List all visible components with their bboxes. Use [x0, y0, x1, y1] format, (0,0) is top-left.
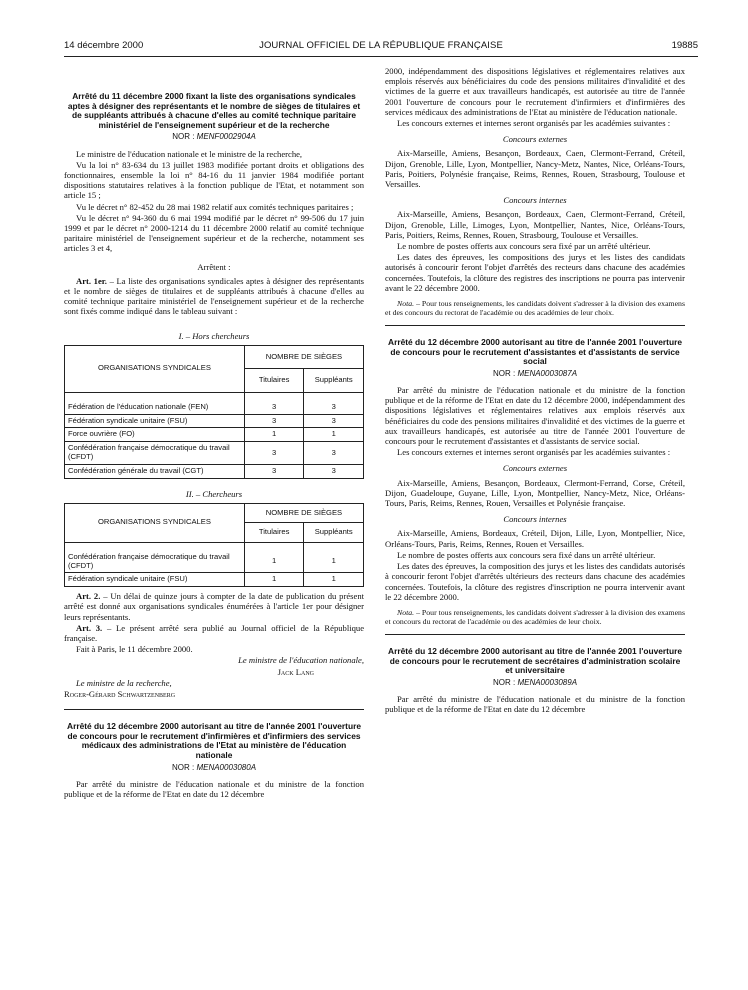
fait-a-paris: Fait à Paris, le 11 décembre 2000.: [76, 644, 193, 655]
subheading: Concours internes: [503, 514, 567, 525]
paragraph: Les dates des épreuves, les compositions des jurys et les listes des candidats autorisés à concourir feront l'objet d'arrêtés des recteurs dans chacune des académies concernées. Toutefois, la clôture des registres des inscriptions ne pourra pas intervenir avant le 22 décembre 2000.: [385, 252, 685, 293]
org-name-cell: Confédération française démocratique du travail (CFDT): [65, 442, 245, 465]
article-3: Art. 3. – Le présent arrêté sera publié au Journal officiel de la République française.: [64, 622, 365, 644]
header-page-number: 19885: [671, 40, 698, 51]
org-name-cell: Confédération générale du travail (CGT): [65, 464, 245, 478]
header-journal-title: JOURNAL OFFICIEL DE LA RÉPUBLIQUE FRANÇAISE: [259, 40, 503, 51]
suppleants-cell: 1: [304, 573, 364, 587]
decree-nor: NOR : MENF0002904A: [172, 132, 256, 142]
col-header-seats: NOMBRE DE SIÈGES: [244, 503, 363, 523]
paragraph: Les dates des épreuves, la composition des jurys et les listes des candidats autorisés à concourir feront l'objet d'arrêtés ultérieurs des recteurs dans chacune des académies concernées. Toutefois, la clôture des registres d'inscription ne pourra intervenir avant le 22 décembre 2000.: [385, 561, 685, 602]
decree-nor: NOR : MENA0003080A: [171, 762, 257, 772]
table-row: [65, 573, 364, 587]
paragraph: Par arrêté du ministre de l'éducation nationale et du ministre de la fonction publique et de la réforme de l'Etat en date du 12 décembre 2000, indépendamment des dispositions législatives et réglementaires relatives aux emplois réservés aux bénéficiaires du code des pensions militaires d'invalidité et des victimes de la guerre et aux travailleurs handicapés, est autorisée au titre de l'année 2001 l'ouverture de concours pour le recrutement d'assistantes et d'assistants de service social.: [385, 385, 685, 447]
table-hors-chercheurs: [64, 345, 364, 479]
paragraph: Le ministre de l'éducation nationale et le ministre de la recherche,: [76, 148, 303, 159]
academy-list: Aix-Marseille, Amiens, Besançon, Bordeaux, Caen, Clermont-Ferrand, Créteil, Dijon, Grenoble, Lille, Lyon, Montpellier, Nancy-Metz, Nantes, Nice, Orléans-Tours, Paris, Poitiers, Polynésie française, Reims, Rennes, Rouen, Strasbourg, Toulouse et Versailles.: [385, 148, 685, 190]
org-name-cell: Force ouvrière (FO): [65, 428, 245, 442]
table-row: [65, 414, 364, 428]
table-row: [65, 464, 364, 478]
col-header-titulaires: Titulaires: [244, 369, 304, 393]
academy-list: Aix-Marseille, Amiens, Besançon, Bordeaux, Clermont-Ferrand, Corse, Créteil, Dijon, Guadeloupe, Guyane, Lille, Lyon, Montpellier, Nancy-Metz, Nice, Orléans-Tours, Paris, Reims, Rennes, Rouen, Versailles et Polynésie française.: [385, 477, 685, 509]
academy-list: Aix-Marseille, Amiens, Bordeaux, Créteil, Dijon, Lille, Lyon, Montpellier, Nice, Orléans-Tours, Paris, Reims, Rennes, Rouen et Versailles.: [385, 528, 685, 549]
suppleants-cell: 3: [304, 414, 364, 428]
signature-role: Le ministre de l'éducation nationale,: [238, 655, 364, 666]
titulaires-cell: 3: [244, 414, 304, 428]
decree-nor: NOR : MENA0003089A: [492, 677, 578, 687]
section-divider: [385, 634, 685, 635]
table1-title: I. – Hors chercheurs: [178, 330, 250, 341]
signature-role: Le ministre de la recherche,: [76, 677, 172, 688]
titulaires-cell: 1: [244, 542, 304, 573]
nota: Nota. – Pour tous renseignements, les candidats doivent s'adresser à la division des examens et concours du rectorat de l'académie ou des académies de leur choix.: [385, 607, 685, 626]
paragraph: 2000, indépendamment des dispositions législatives et réglementaires relatives aux emplois réservés aux bénéficiaires du code des pensions militaires d'invalidité et des victimes de la guerre et aux travailleurs handicapés, est autorisée au titre de l'année 2001 l'ouverture de concours pour le recrutement d'infirmiers et d'infirmières des services médicaux des administrations de l'Etat au ministère de l'éducation nationale.: [385, 66, 685, 117]
table-row: [65, 428, 364, 442]
col-header-suppleants: Suppléants: [304, 369, 364, 393]
org-name-cell: Fédération syndicale unitaire (FSU): [65, 414, 245, 428]
decree-title: Arrêté du 12 décembre 2000 autorisant au titre de l'année 2001 l'ouverture de concours pour le recrutement d'assistantes et d'assistants de service social: [388, 337, 682, 367]
header-date: 14 décembre 2000: [64, 40, 144, 51]
titulaires-cell: 3: [244, 392, 304, 414]
col-header-org: ORGANISATIONS SYNDICALES: [65, 345, 245, 392]
subheading: Concours internes: [503, 195, 567, 206]
signature-name: Jack Lang: [277, 666, 314, 677]
table-chercheurs: [64, 503, 364, 587]
table2-title: II. – Chercheurs: [185, 488, 243, 499]
academy-list: Aix-Marseille, Amiens, Besançon, Bordeaux, Caen, Clermont-Ferrand, Créteil, Dijon, Grenoble, Lille, Limoges, Lyon, Montpellier, Nantes, Nice, Orléans-Tours, Paris, Poitiers, Reims, Rennes, Rouen, Strasbourg, Toulouse et Versailles.: [385, 209, 685, 240]
org-name-cell: Confédération française démocratique du travail (CFDT): [65, 542, 245, 573]
section-divider: [385, 325, 685, 326]
left-column: [64, 66, 364, 800]
paragraph: Vu la loi n° 83-634 du 13 juillet 1983 modifiée portant droits et obligations des fonctionnaires, ensemble la loi n° 84-16 du 11 janvier 1984 modifiée portant dispositions statutaires relatives à la fonction publique de l'Etat, et notamment son article 15 ;: [64, 159, 364, 201]
col-header-seats: NOMBRE DE SIÈGES: [244, 345, 363, 369]
nota: Nota. – Pour tous renseignements, les candidats doivent s'adresser à la division des examens et des concours du rectorat de l'académie ou des académies de leur choix.: [385, 299, 685, 318]
decree-nor: NOR : MENA0003087A: [492, 368, 578, 378]
col-header-suppleants: Suppléants: [304, 523, 364, 543]
table-row: [65, 442, 364, 465]
paragraph: Le nombre de postes offerts aux concours sera fixé par un arrêté ultérieur.: [397, 241, 651, 252]
col-header-org: ORGANISATIONS SYNDICALES: [65, 503, 245, 542]
paragraph: Vu le décret n° 94-360 du 6 mai 1994 modifié par le décret n° 99-506 du 17 juin 1999 et par le décret n° 2000-1214 du 11 décembre 2000 relatif au comité technique paritaire ministériel de l'enseignement supérieur et de la recherche, notamment ses articles 3 et 4,: [64, 212, 364, 254]
subheading: Concours externes: [502, 134, 568, 145]
titulaires-cell: 3: [244, 442, 304, 465]
table1-body: [65, 392, 364, 478]
header-rule: [64, 56, 698, 57]
table-row: [65, 392, 364, 414]
titulaires-cell: 3: [244, 464, 304, 478]
article-2: Art. 2. – Un délai de quinze jours à compter de la date de publication du présent arrêté est donné aux organisations syndicales énumérées à l'article 1er pour désigner leurs représentants.: [64, 591, 365, 622]
decree-title: Arrêté du 12 décembre 2000 autorisant au titre de l'année 2001 l'ouverture de concours pour le recrutement de secrétaires d'administration scolaire et universitaire: [388, 645, 682, 676]
titulaires-cell: 1: [244, 428, 304, 442]
paragraph: Les concours externes et internes seront organisés par les académies suivantes :: [397, 447, 671, 458]
org-name-cell: Fédération syndicale unitaire (FSU): [65, 573, 245, 587]
subheading: Concours externes: [502, 463, 568, 474]
suppleants-cell: 3: [304, 392, 364, 414]
paragraph: Le nombre de postes offerts aux concours sera fixé dans un arrêté ultérieur.: [397, 549, 656, 560]
arretent-label: Arrêtent :: [197, 261, 231, 272]
page-header: [64, 40, 698, 54]
paragraph: Vu le décret n° 82-452 du 28 mai 1982 relatif aux comités techniques paritaires ;: [76, 201, 354, 212]
suppleants-cell: 1: [304, 428, 364, 442]
suppleants-cell: 3: [304, 464, 364, 478]
paragraph: Les concours externes et internes seront organisés par les académies suivantes :: [397, 118, 671, 129]
decree-title: Arrêté du 12 décembre 2000 autorisant au titre de l'année 2001 l'ouverture de concours pour le recrutement d'infirmières et d'infirmiers des services médicaux des administrations de l'Etat au ministère de l'éducation nationale: [67, 721, 361, 761]
article-1: Art. 1er. – La liste des organisations syndicales aptes à désigner des représentants et le nombre de sièges de titulaires et de suppléants attribués à chacune d'elles au comité technique paritaire ministériel de l'enseignement supérieur et de la recherche sont fixés comme indiqué dans le tableau suivant :: [64, 275, 364, 317]
section-divider: [64, 709, 364, 710]
decree-title: Arrêté du 11 décembre 2000 fixant la liste des organisations syndicales aptes à désigner des représentants et le nombre de sièges de titulaires et de suppléants attribués à chacune d'elles au comité technique paritaire ministériel de l'enseignement supérieur et de la recherche: [67, 91, 361, 130]
suppleants-cell: 1: [304, 542, 364, 573]
titulaires-cell: 1: [244, 573, 304, 587]
right-column: [385, 66, 685, 715]
table2-body: [65, 542, 364, 586]
org-name-cell: Fédération de l'éducation nationale (FEN): [65, 392, 245, 414]
col-header-titulaires: Titulaires: [244, 523, 304, 543]
table-row: [65, 542, 364, 573]
paragraph: Par arrêté du ministre de l'éducation nationale et du ministre de la fonction publique et de la réforme de l'Etat en date du 12 décembre: [64, 778, 364, 800]
paragraph: Par arrêté du ministre de l'éducation nationale et du ministre de la fonction publique et de la réforme de l'Etat en date du 12 décembre: [385, 693, 685, 715]
suppleants-cell: 3: [304, 442, 364, 465]
signature-name: Roger-Gérard Schwartzenberg: [64, 689, 176, 700]
